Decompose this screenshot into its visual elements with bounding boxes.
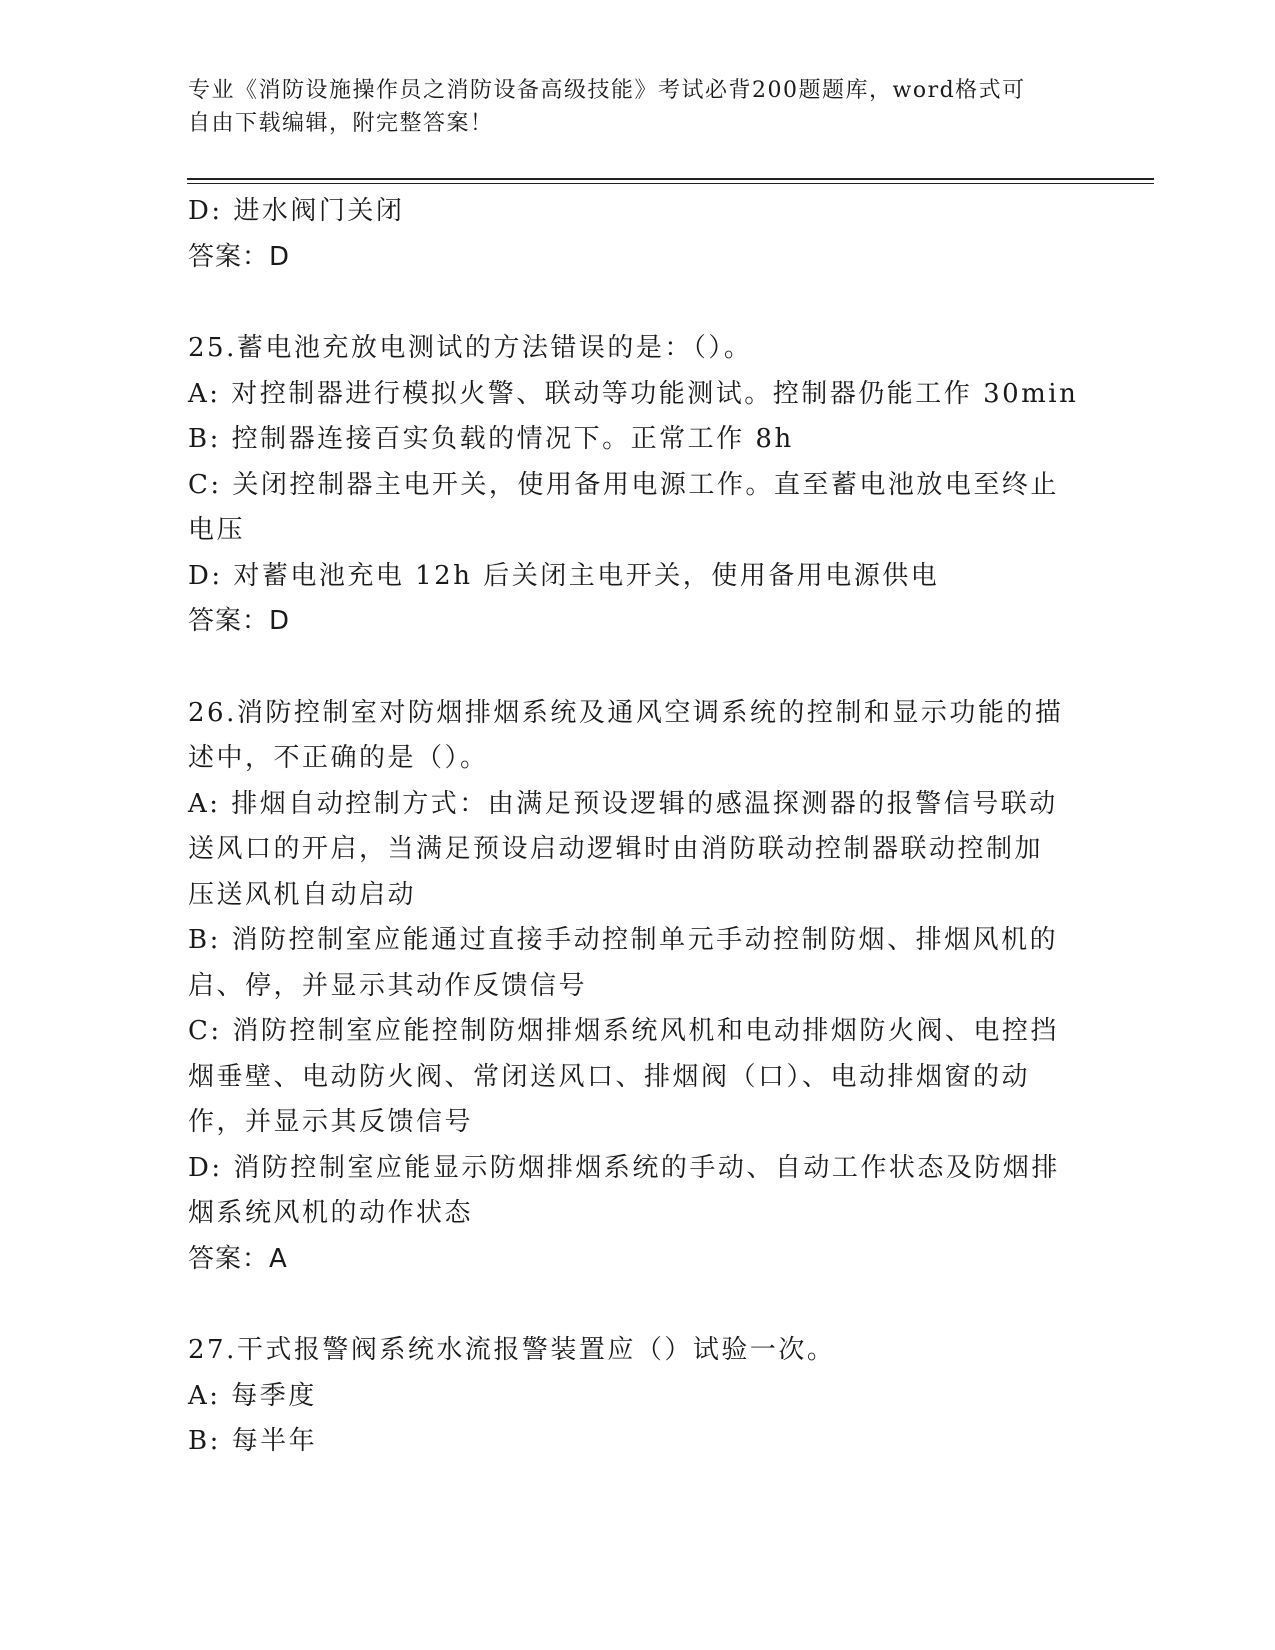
option-c-continued: 电压 <box>188 515 246 545</box>
option-a: A: 对控制器进行模拟火警、联动等功能测试。控制器仍能工作 30min <box>188 378 1079 409</box>
option-b: B: 控制器连接百实负载的情况下。正常工作 8h <box>188 424 794 454</box>
question-26 <box>188 691 1088 1283</box>
question-list <box>188 189 1088 1465</box>
question-stem-continued: 述中，不正确的是（）。 <box>188 743 489 773</box>
document-header <box>188 74 1088 140</box>
option-c-continued: 烟垂壁、电动防火阀、常闭送风口、排烟阀（口）、电动排烟窗的动 <box>188 1061 1031 1092</box>
header-line: 专业《消防设施操作员之消防设备高级技能》考试必背200题题库，word格式可 <box>188 78 1026 103</box>
header-line: 自由下载编辑，附完整答案！ <box>188 111 494 136</box>
option-c-continued: 作，并显示其反馈信号 <box>188 1107 474 1137</box>
question-stem: 27.干式报警阀系统水流报警装置应（）试验一次。 <box>188 1335 836 1365</box>
question-stem: 25.蓄电池充放电测试的方法错误的是：（）。 <box>188 333 753 363</box>
option-b: B: 消防控制室应能通过直接手动控制单元手动控制防烟、排烟风机的 <box>188 925 1059 955</box>
option-c: C: 消防控制室应能控制防烟排烟系统风机和电动排烟防火阀、电控挡 <box>188 1016 1059 1046</box>
option-d-continued: 烟系统风机的动作状态 <box>188 1198 474 1228</box>
option-b-continued: 启、停，并显示其动作反馈信号 <box>188 970 588 1001</box>
answer: 答案：D <box>188 241 291 272</box>
option-d: D: 消防控制室应能显示防烟排烟系统的手动、自动工作状态及防烟排 <box>188 1152 1060 1183</box>
question-stem: 26.消防控制室对防烟排烟系统及通风空调系统的控制和显示功能的描 <box>188 697 1064 728</box>
spacer <box>188 645 1088 691</box>
option-c: C: 关闭控制器主电开关，使用备用电源工作。直至蓄电池放电至终止 <box>188 469 1059 500</box>
answer: 答案：A <box>188 1243 288 1274</box>
header-divider-thin <box>187 183 1154 184</box>
option-d: D: 对蓄电池充电 12h 后关闭主电开关，使用备用电源供电 <box>188 560 940 591</box>
option-d: D: 进水阀门关闭 <box>188 196 405 226</box>
header-divider <box>187 178 1154 180</box>
spacer <box>188 280 1088 326</box>
option-a: A: 排烟自动控制方式：由满足预设逻辑的感温探测器的报警信号联动 <box>188 788 1058 819</box>
question-27 <box>188 1328 1088 1465</box>
option-b: B: 每半年 <box>188 1426 318 1456</box>
question-continued <box>188 189 1088 280</box>
option-a-continued: 压送风机自动启动 <box>188 879 417 910</box>
question-25 <box>188 326 1088 645</box>
option-a-continued: 送风口的开启，当满足预设启动逻辑时由消防联动控制器联动控制加 <box>188 834 1044 864</box>
answer: 答案：D <box>188 606 291 636</box>
spacer <box>188 1282 1088 1328</box>
option-a: A: 每季度 <box>188 1380 317 1411</box>
